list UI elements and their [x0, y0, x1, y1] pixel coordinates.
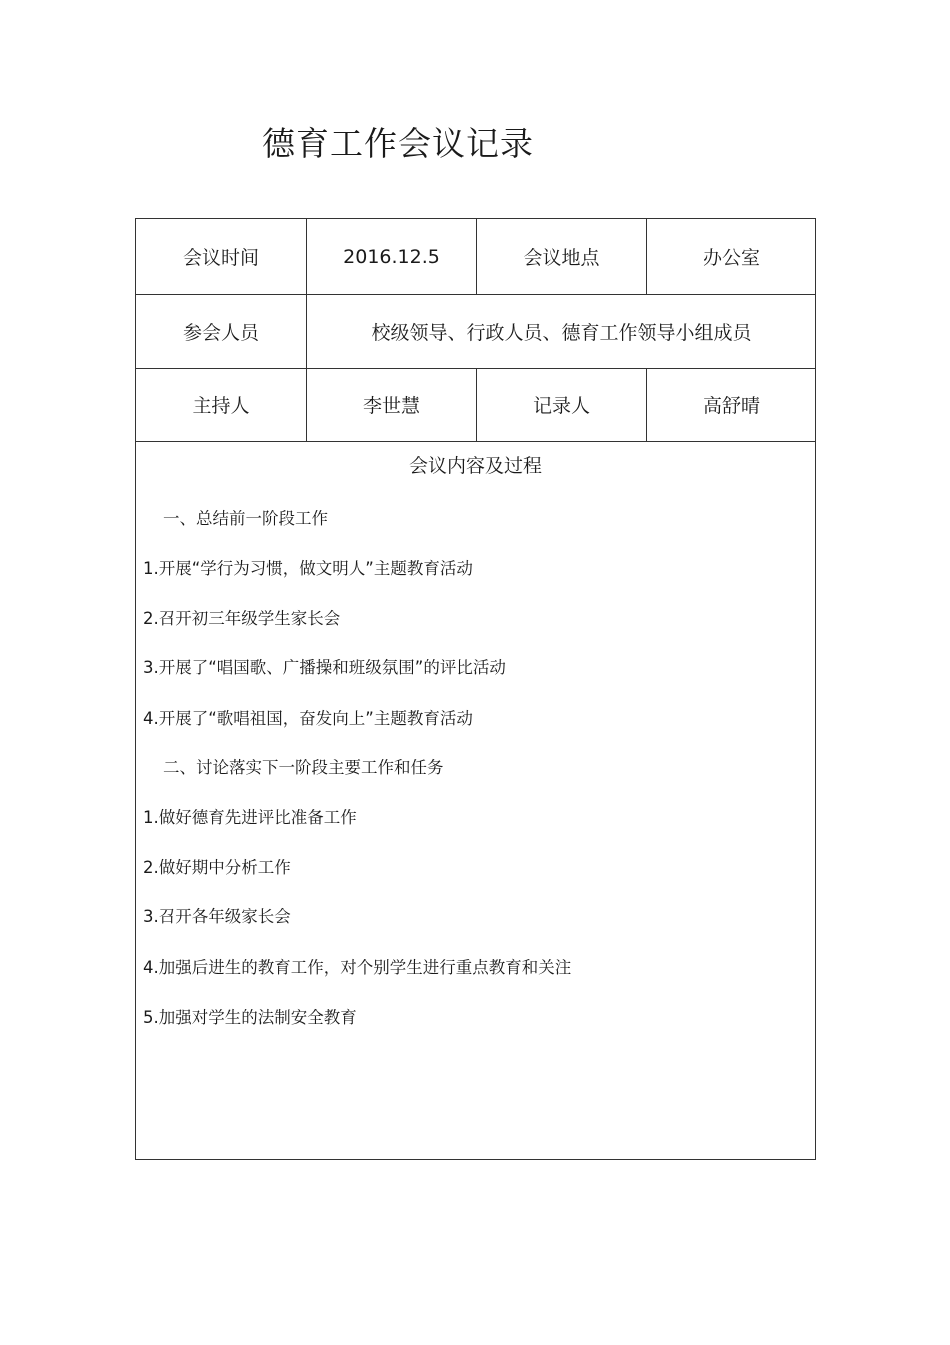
- list-item: 4.加强后进生的教育工作，对个别学生进行重点教育和关注: [143, 958, 572, 977]
- list-item: 1.开展“学行为习惯，做文明人”主题教育活动: [143, 559, 473, 578]
- list-item: 1.做好德育先进评比准备工作: [143, 808, 357, 827]
- list-item: 5.加强对学生的法制安全教育: [143, 1008, 357, 1027]
- list-item: 4.开展了“歌唱祖国，奋发向上”主题教育活动: [143, 709, 473, 728]
- list-item: 2.做好期中分析工作: [143, 858, 291, 877]
- recorder-value: 高舒晴: [646, 368, 816, 441]
- section-heading-next-tasks: 二、讨论落实下一阶段主要工作和任务: [163, 758, 444, 777]
- host-value: 李世慧: [306, 368, 476, 441]
- section-heading-summary: 一、总结前一阶段工作: [163, 509, 328, 528]
- list-item: 2.召开初三年级学生家长会: [143, 609, 341, 628]
- attendees-value: 校级领导、行政人员、德育工作领导小组成员: [306, 294, 816, 368]
- meeting-place-value: 办公室: [646, 219, 816, 294]
- host-label: 主持人: [192, 395, 250, 417]
- meeting-time-label: 会议时间: [182, 247, 259, 269]
- meeting-place-label: 会议地点: [476, 219, 646, 294]
- table-row-time-place: [136, 219, 815, 295]
- table-row-host-recorder: [136, 368, 815, 442]
- list-item: 3.召开各年级家长会: [143, 907, 291, 926]
- document-title: 德育工作会议记录: [262, 124, 534, 163]
- content-heading: 会议内容及过程: [408, 455, 542, 477]
- meeting-record-table: [135, 218, 816, 1160]
- attendees-label: 参会人员: [182, 321, 259, 344]
- recorder-label: 记录人: [476, 368, 646, 441]
- table-row-attendees: [136, 294, 815, 369]
- meeting-content-section: [136, 441, 815, 1159]
- list-item: 3.开展了“唱国歌、广播操和班级氛围”的评比活动: [143, 658, 506, 677]
- meeting-time-value: 2016.12.5: [306, 219, 476, 294]
